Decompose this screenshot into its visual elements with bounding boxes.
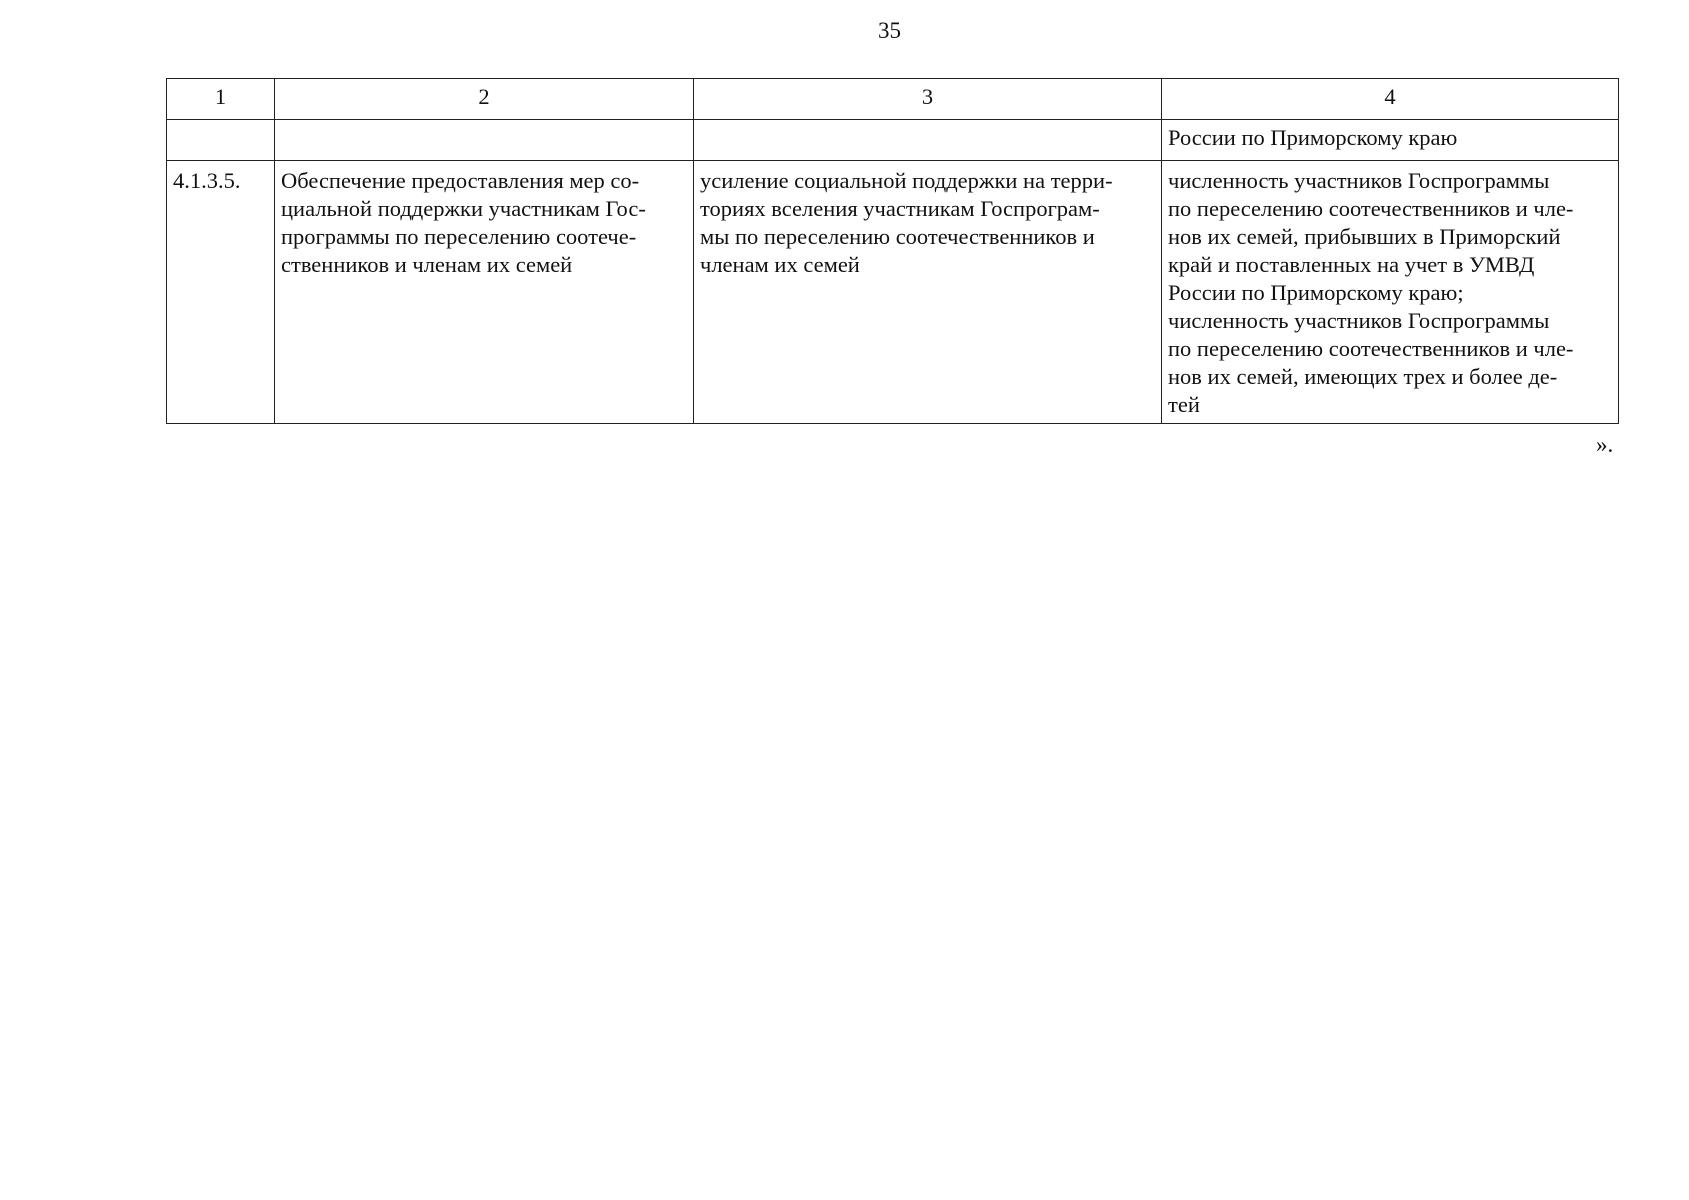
measure-line: циальной поддержки участникам Гос- (281, 196, 646, 221)
indicator-line: нов их семей, имеющих трех и более де- (1168, 364, 1558, 389)
measure-cell (275, 161, 694, 424)
continuation-cell-1 (167, 120, 275, 161)
program-table (166, 78, 1619, 424)
result-line: членам их семей (700, 252, 860, 277)
indicator-line: по переселению соотечественников и чле- (1168, 336, 1574, 361)
header-cell-4: 4 (1162, 79, 1619, 120)
continuation-cell-2 (275, 120, 694, 161)
measure-line: ственников и членам их семей (281, 252, 573, 277)
result-cell (694, 161, 1162, 424)
indicator-line: численность участников Госпрограммы (1168, 168, 1550, 193)
continuation-cell-3 (694, 120, 1162, 161)
table-row (167, 161, 1619, 424)
indicator-line: России по Приморскому краю; (1168, 280, 1464, 305)
result-line: ториях вселения участникам Госпрограм- (700, 196, 1100, 221)
header-cell-2: 2 (275, 79, 694, 120)
measure-line: программы по переселению соотече- (281, 224, 637, 249)
result-line: мы по переселению соотечественников и (700, 224, 1095, 249)
table-header-row (167, 79, 1619, 120)
continuation-row (167, 120, 1619, 161)
header-cell-3: 3 (694, 79, 1162, 120)
row-number-cell: 4.1.3.5. (167, 161, 275, 424)
closing-quote-mark: ». (1596, 432, 1614, 457)
indicator-line: численность участников Госпрограммы (1168, 308, 1550, 333)
indicator-line: тей (1168, 392, 1200, 417)
result-line: усиление социальной поддержки на терри- (700, 168, 1113, 193)
indicator-line: нов их семей, прибывших в Приморский (1168, 224, 1561, 249)
header-cell-1: 1 (167, 79, 275, 120)
measure-line: Обеспечение предоставления мер со- (281, 168, 640, 193)
page-number: 35 (878, 18, 901, 43)
indicator-line: по переселению соотечественников и чле- (1168, 196, 1574, 221)
indicator-cell (1162, 161, 1619, 424)
indicator-line: край и поставленных на учет в УМВД (1168, 252, 1535, 277)
continuation-cell-4: России по Приморскому краю (1162, 120, 1619, 161)
